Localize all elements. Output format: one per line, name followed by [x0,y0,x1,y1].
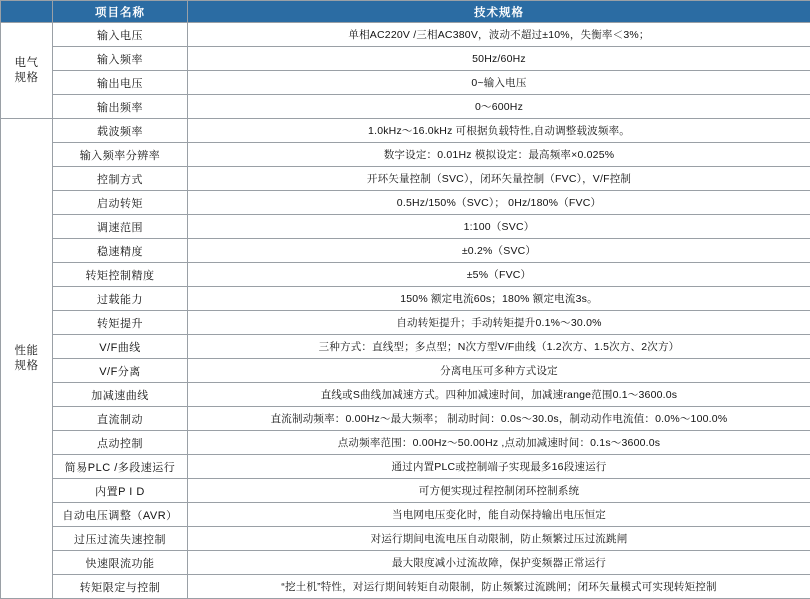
table-row [1,479,810,503]
row-group-label-line2: 规格 [1,359,52,374]
header-item-name: 项目名称 [53,1,188,23]
table-row [1,95,810,119]
row-item-name: 过压过流失速控制 [53,527,188,551]
row-item-name: V/F曲线 [53,335,188,359]
table-row [1,407,810,431]
row-item-name: 转矩限定与控制 [53,575,188,599]
table-row [1,167,810,191]
row-spec-value: 0.5Hz/150%（SVC）； 0Hz/180%（FVC） [188,191,810,215]
table-row [1,191,810,215]
row-item-name: 控制方式 [53,167,188,191]
header-spec: 技术规格 [188,1,810,23]
table-row [1,359,810,383]
row-item-name: 输出电压 [53,71,188,95]
row-item-name: 输入频率分辨率 [53,143,188,167]
row-item-name: 输出频率 [53,95,188,119]
table-row [1,383,810,407]
row-spec-value: 直线或S曲线加减速方式。四种加减速时间，加减速range范围0.1～3600.0s [188,383,810,407]
row-item-name: 自动电压调整（AVR） [53,503,188,527]
row-spec-value: 当电网电压变化时，能自动保持输出电压恒定 [188,503,810,527]
table-row [1,335,810,359]
table-body [1,23,810,599]
row-spec-value: 单相AC220V /三相AC380V，波动不超过±10%，失衡率＜3%； [188,23,810,47]
row-item-name: 直流制动 [53,407,188,431]
table-row [1,119,810,143]
row-group-label-line2: 规格 [1,71,52,86]
row-item-name: 输入电压 [53,23,188,47]
row-item-name: 转矩提升 [53,311,188,335]
table-header [1,1,810,23]
table-row [1,527,810,551]
table-row [1,287,810,311]
row-group-label-line1: 性能 [1,344,52,359]
row-item-name: 内置P I D [53,479,188,503]
row-item-name: 稳速精度 [53,239,188,263]
table-row [1,71,810,95]
row-spec-value: ±5%（FVC） [188,263,810,287]
table-row [1,575,810,599]
row-spec-value: 三种方式：直线型；多点型；N次方型V/F曲线（1.2次方、1.5次方、2次方） [188,335,810,359]
row-item-name: 点动控制 [53,431,188,455]
row-spec-value: ±0.2%（SVC） [188,239,810,263]
row-item-name: 简易PLC /多段速运行 [53,455,188,479]
row-spec-value: 最大限度减小过流故障，保护变频器正常运行 [188,551,810,575]
table-row [1,431,810,455]
row-spec-value: 0～600Hz [188,95,810,119]
row-spec-value: “挖土机”特性，对运行期间转矩自动限制，防止频繁过流跳闸；闭环矢量模式可实现转矩控制 [188,575,810,599]
row-item-name: 过载能力 [53,287,188,311]
row-item-name: 调速范围 [53,215,188,239]
row-item-name: 加减速曲线 [53,383,188,407]
row-spec-value: 自动转矩提升；手动转矩提升0.1%～30.0% [188,311,810,335]
table-row [1,239,810,263]
row-item-name: 输入频率 [53,47,188,71]
table-header-row [1,1,810,23]
row-spec-value: 数字设定：0.01Hz 模拟设定：最高频率×0.025% [188,143,810,167]
row-item-name: 启动转矩 [53,191,188,215]
header-group-corner [1,1,53,23]
row-spec-value: 可方便实现过程控制闭环控制系统 [188,479,810,503]
row-spec-value: 直流制动频率：0.00Hz～最大频率； 制动时间：0.0s～30.0s，制动动作电流值：0.0%～100.0% [188,407,810,431]
row-spec-value: 对运行期间电流电压自动限制，防止频繁过压过流跳闸 [188,527,810,551]
row-item-name: 快速限流功能 [53,551,188,575]
row-spec-value: 分离电压可多种方式设定 [188,359,810,383]
row-spec-value: 0~输入电压 [188,71,810,95]
table-row [1,143,810,167]
row-spec-value: 1.0kHz～16.0kHz 可根据负载特性,自动调整载波频率。 [188,119,810,143]
row-group-label-line1: 电气 [1,56,52,71]
row-item-name: V/F分离 [53,359,188,383]
table-row [1,551,810,575]
row-spec-value: 50Hz/60Hz [188,47,810,71]
row-item-name: 载波频率 [53,119,188,143]
row-item-name: 转矩控制精度 [53,263,188,287]
row-spec-value: 通过内置PLC或控制端子实现最多16段速运行 [188,455,810,479]
row-group-label [1,119,53,599]
table-row [1,263,810,287]
row-group-label [1,23,53,119]
row-spec-value: 1:100（SVC） [188,215,810,239]
table-row [1,311,810,335]
row-spec-value: 150% 额定电流60s；180% 额定电流3s。 [188,287,810,311]
table-row [1,215,810,239]
table-row [1,503,810,527]
row-spec-value: 点动频率范围：0.00Hz～50.00Hz ,点动加减速时间：0.1s～3600.0s [188,431,810,455]
table-row [1,23,810,47]
table-row [1,455,810,479]
table-row [1,47,810,71]
row-spec-value: 开环矢量控制（SVC），闭环矢量控制（FVC），V/F控制 [188,167,810,191]
